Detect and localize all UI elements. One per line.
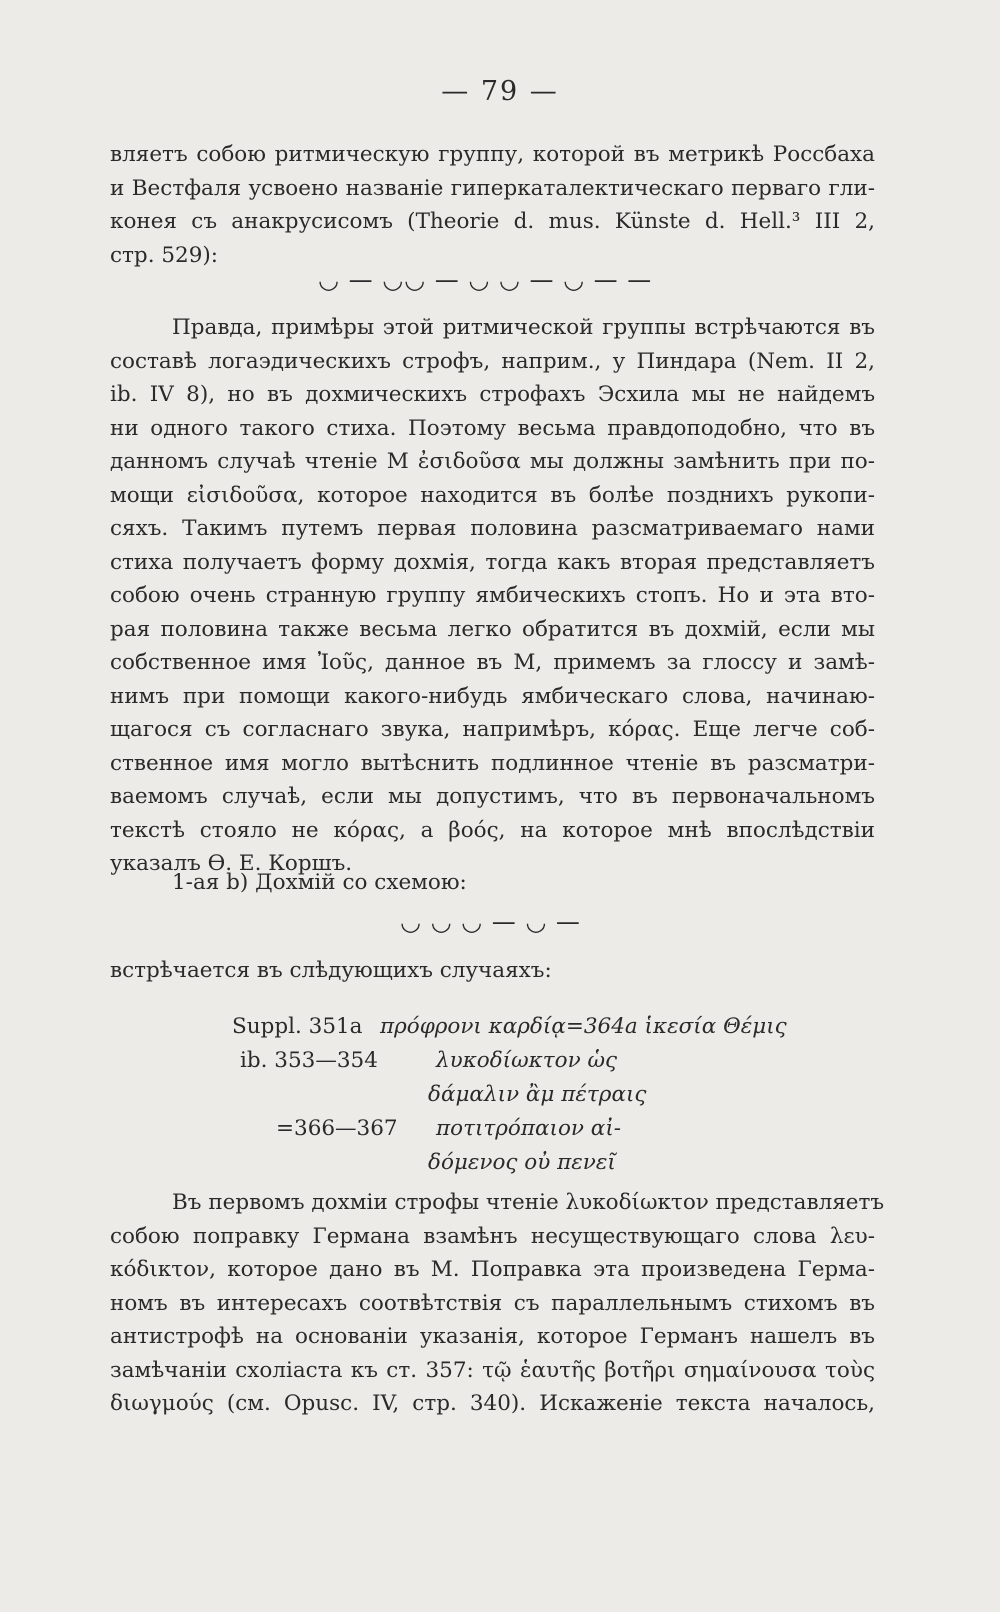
example-greek: λυκοδίωκτον ὡς xyxy=(436,1048,618,1073)
text-line: κόδικτον, которое дано въ M. Поправка эта произведена Герма- xyxy=(110,1257,875,1282)
text-line: собою очень странную группу ямбическихъ стопъ. Но и эта вто- xyxy=(110,583,875,608)
text-line: номъ въ интересахъ соотвѣтствія съ параллельнымъ стихомъ въ xyxy=(110,1290,875,1316)
page-number: — 79 — xyxy=(441,76,559,107)
text-line: ственное имя могло вытѣснить подлинное чтеніе въ разсматри- xyxy=(110,750,875,776)
text-line: и Вестфаля усвоено названіе гиперкаталектическаго перваго гли- xyxy=(110,175,875,201)
text-line: щагося съ согласнаго звука, напримѣръ, κόρας. Еще легче соб- xyxy=(110,717,875,742)
text-line: замѣчаніи схоліаста къ ст. 357: τῷ ἑαυτῆς βοτῆρι σημαίνουσα τοὺς xyxy=(110,1357,875,1383)
text-line: διωγμούς (см. Opusc. IV, стр. 340). Искаженіе текста началось, xyxy=(110,1391,875,1416)
text-line: рая половина также весьма легко обратится въ дохмій, если мы xyxy=(110,616,875,642)
metrical-scheme-2: ◡ ◡ ◡ — ◡ — xyxy=(400,908,581,936)
text-line: данномъ случаѣ чтеніе M ἐσιδοῦσα мы должны замѣнить при по- xyxy=(110,449,875,474)
text-line: текстѣ стояло не κόρας, а βοός, на которое мнѣ впослѣдствіи xyxy=(110,817,875,843)
text-line: 1-ая b) Дохмій со схемою: xyxy=(172,870,467,895)
example-label: Suppl. 351a xyxy=(232,1014,363,1039)
text-line: конея съ анакрусисомъ (Theorie d. mus. Künste d. Hell.³ III 2, xyxy=(110,209,875,234)
example-label: ib. 353—354 xyxy=(240,1048,378,1073)
example-greek: δόμενος οὐ πενεῖ xyxy=(428,1150,616,1175)
text-line: Правда, примѣры этой ритмической группы встрѣчаются въ xyxy=(172,315,875,340)
text-line: ни одного такого стиха. Поэтому весьма правдоподобно, что въ xyxy=(110,415,875,441)
examples-list xyxy=(0,1010,1000,1200)
text-line: стр. 529): xyxy=(110,242,219,268)
section-heading xyxy=(110,866,875,900)
text-line: встрѣчается въ слѣдующихъ случаяхъ: xyxy=(110,958,552,983)
example-greek: ποτιτρόπαιον αἰ- xyxy=(436,1116,622,1141)
text-line: Въ первомъ дохміи строфы чтеніе λυκοδίωκτον представляетъ xyxy=(172,1190,885,1215)
text-line: указалъ Ѳ. Е. Коршъ. xyxy=(110,851,353,876)
text-line: сяхъ. Такимъ путемъ первая половина разсматриваемаго нами xyxy=(110,516,875,541)
text-line: ib. IV 8), но въ дохмическихъ строфахъ Эсхила мы не найдемъ xyxy=(110,382,875,407)
text-line: собственное имя Ἰοῦς, данное въ M, примемъ за глоссу и замѣ- xyxy=(110,650,875,675)
paragraph-2 xyxy=(110,311,875,881)
example-label: =366—367 xyxy=(276,1116,398,1141)
text-line: нимъ при помощи какого-нибудь ямбическаго слова, начинаю- xyxy=(110,683,875,709)
text-line: вляетъ собою ритмическую группу, которой въ метрикѣ Россбаха xyxy=(110,142,875,167)
paragraph-3 xyxy=(110,1186,885,1421)
text-line: ваемомъ случаѣ, если мы допустимъ, что въ первоначальномъ xyxy=(110,784,875,809)
example-greek: δάμαλιν ἂμ πέτραις xyxy=(428,1082,647,1107)
metrical-scheme-1: ◡ — ◡◡ — ◡ ◡ — ◡ — — xyxy=(318,266,653,294)
text-line: мощи εἰσιδοῦσα, которое находится въ болѣе позднихъ рукопи- xyxy=(110,482,875,508)
occurs-line xyxy=(110,954,875,988)
text-line: собою поправку Германа взамѣнъ несуществующаго слова λευ- xyxy=(110,1223,875,1249)
paragraph-1 xyxy=(110,138,875,272)
text-line: антистрофѣ на основаніи указанія, которое Германъ нашелъ въ xyxy=(110,1324,875,1349)
text-line: составѣ логаэдическихъ строфъ, наприм., у Пиндара (Nem. II 2, xyxy=(110,348,875,374)
example-greek: πρόφρονι καρδίᾳ=364a ἱκεσία Θέμις xyxy=(380,1014,787,1039)
text-line: стиха получаетъ форму дохмія, тогда какъ вторая представляетъ xyxy=(110,549,875,575)
